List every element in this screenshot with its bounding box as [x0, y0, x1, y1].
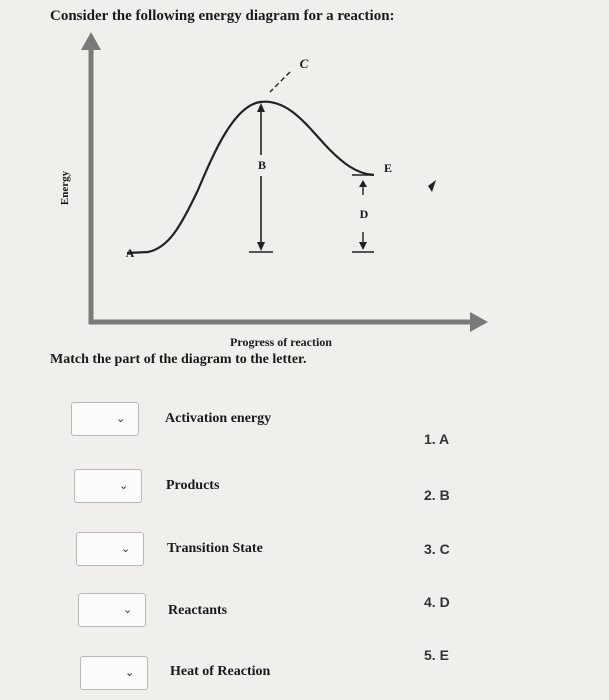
chevron-down-icon: ⌄ [121, 542, 131, 555]
x-axis [89, 312, 488, 332]
y-axis-label: Energy [59, 170, 71, 206]
instruction-text: Match the part of the diagram to the letter. [50, 352, 307, 367]
match-select-reactants[interactable] [78, 593, 146, 627]
mouse-cursor-icon [428, 180, 436, 192]
option-a: 1. A [424, 431, 450, 447]
option-c: 3. C [424, 541, 450, 557]
chevron-down-icon: ⌄ [116, 412, 126, 425]
match-select-activation-energy[interactable] [71, 402, 139, 436]
y-axis [81, 32, 101, 324]
transition-state-pointer [270, 72, 290, 92]
label-b: B [257, 158, 267, 172]
term-activation-energy: Activation energy [165, 411, 272, 426]
chevron-down-icon: ⌄ [123, 603, 133, 616]
option-b: 2. B [424, 487, 450, 503]
match-select-transition-state[interactable] [76, 532, 144, 566]
label-a: A [125, 246, 135, 260]
match-select-products[interactable] [74, 469, 142, 503]
chevron-down-icon: ⌄ [119, 479, 129, 492]
match-select-heat-of-reaction[interactable] [80, 656, 148, 690]
chevron-down-icon: ⌄ [125, 666, 135, 679]
term-reactants: Reactants [168, 603, 228, 618]
term-transition-state: Transition State [167, 541, 263, 556]
activation-energy-arrow [249, 103, 273, 252]
energy-curve [127, 102, 374, 253]
term-heat-of-reaction: Heat of Reaction [170, 664, 271, 679]
label-c: C [299, 56, 309, 71]
option-d: 4. D [424, 594, 450, 610]
question-title: Consider the following energy diagram for a reaction: [50, 8, 395, 24]
label-e: E [383, 161, 393, 175]
label-d: D [359, 207, 369, 221]
option-e: 5. E [424, 647, 449, 663]
term-products: Products [166, 478, 220, 493]
x-axis-label: Progress of reaction [230, 335, 332, 349]
